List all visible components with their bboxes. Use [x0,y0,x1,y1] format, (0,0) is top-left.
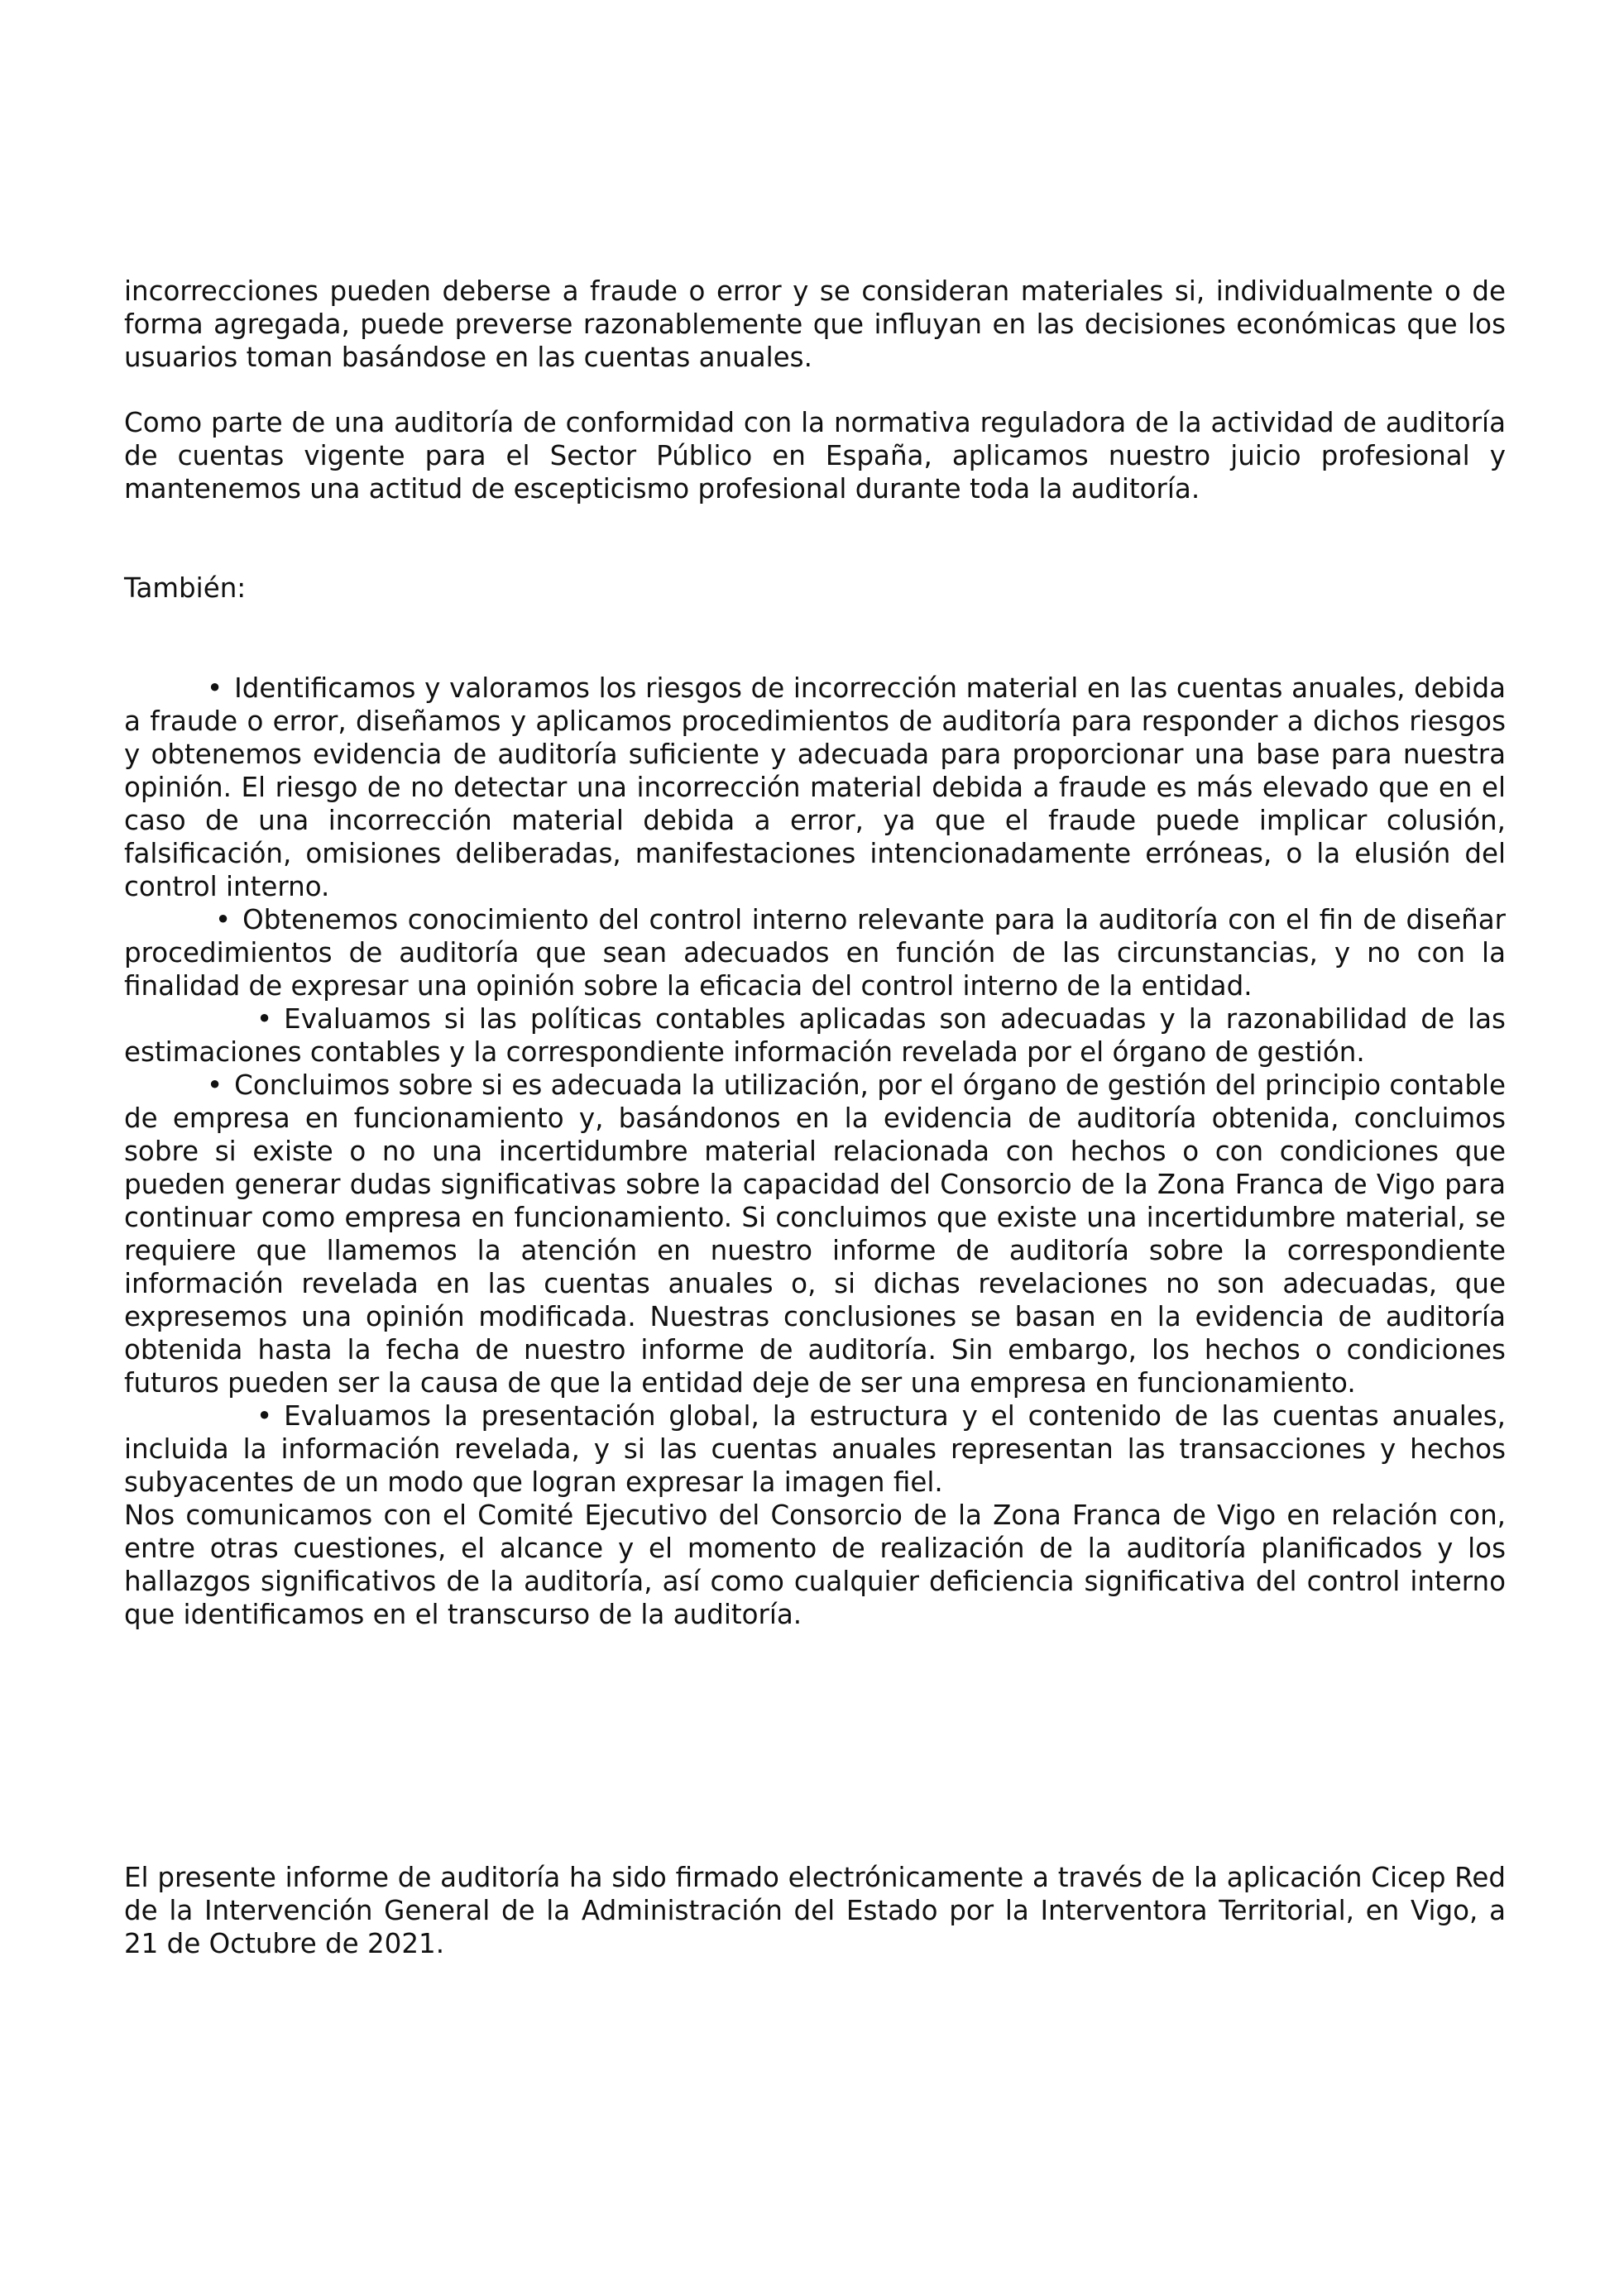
paragraph-comunicamos: Nos comunicamos con el Comité Ejecutivo del Consorcio de la Zona Franca de Vigo en relación con, entre otras cuestiones, el alcance y el momento de realización de la auditoría planificados y los hallazgos significativos de la auditoría, así como cualquier deficiencia significativa del control interno que identificamos en el transcurso de la auditoría. [124,1500,1506,1630]
list-item-text: Evaluamos si las políticas contables aplicadas son adecuadas y la razonabilidad de las estimaciones contables y la correspondiente información revelada por el órgano de gestión. [124,1003,1506,1068]
list-item [124,903,1506,1002]
bullet-icon: • [256,1003,273,1035]
list-item-text: Identificamos y valoramos los riesgos de incorrección material en las cuentas anuales, debida a fraude o error, diseñamos y aplicamos procedimientos de auditoría para responder a dichos riesgos y obtenemos evidencia de auditoría suficiente y adecuada para proporcionar una base para nuestra opinión. El riesgo de no detectar una incorrección material debida a fraude es más elevado que en el caso de una incorrección material debida a error, ya que el fraude puede implicar colusión, falsificación, omisiones deliberadas, manifestaciones intencionadamente erróneas, o la elusión del control interno. [124,672,1506,902]
list-item [124,1002,1506,1069]
paragraph-firma: El presente informe de auditoría ha sido firmado electrónicamente a través de la aplicación Cicep Red de la Intervención General de la Administración del Estado por la Interventora Territorial, en Vigo, a 21 de Octubre de 2021. [124,1862,1506,1959]
paragraph-auditoria-conformidad: Como parte de una auditoría de conformidad con la normativa reguladora de la actividad de auditoría de cuentas vigente para el Sector Público en España, aplicamos nuestro juicio profesional y mantenemos una actitud de escepticismo profesional durante toda la auditoría. [124,407,1506,505]
list-item-text: Obtenemos conocimiento del control interno relevante para la auditoría con el fin de diseñar procedimientos de auditoría que sean adecuados en función de las circunstancias, y no con la finalidad de expresar una opinión sobre la eficacia del control interno de la entidad. [124,904,1506,1002]
bullet-icon: • [207,1069,223,1101]
list-item [124,1399,1506,1499]
bullet-icon: • [207,672,223,704]
list-item [124,672,1506,903]
bullet-icon: • [215,904,232,935]
paragraph-intro-continuation: incorrecciones pueden deberse a fraude o error y se consideran materiales si, individualmente o de forma agregada, puede preverse razonablemente que influyan en las decisiones económicas que los usuarios toman basándose en las cuentas anuales. [124,275,1506,373]
list-item-text: Concluimos sobre si es adecuada la utilización, por el órgano de gestión del principio contable de empresa en funcionamiento y, basándonos en la evidencia de auditoría obtenida, concluimos sobre si existe o no una incertidumbre material relacionada con hechos o con condiciones que pueden generar dudas significativas sobre la capacidad del Consorcio de la Zona Franca de Vigo para continuar como empresa en funcionamiento. Si concluimos que existe una incertidumbre material, se requiere que llamemos la atención en nuestro informe de auditoría sobre la correspondiente información revelada en las cuentas anuales o, si dichas revelaciones no son adecuadas, que expresemos una opinión modificada. Nuestras conclusiones se basan en la evidencia de auditoría obtenida hasta la fecha de nuestro informe de auditoría. Sin embargo, los hechos o condiciones futuros pueden ser la causa de que la entidad deje de ser una empresa en funcionamiento. [124,1069,1506,1399]
bullet-icon: • [256,1400,273,1432]
bullet-list [124,672,1506,1631]
list-item [124,1069,1506,1399]
list-item-text: Evaluamos la presentación global, la estructura y el contenido de las cuentas anuales, incluida la información revelada, y si las cuentas anuales representan las transacciones y hechos subyacentes de un modo que logran expresar la imagen fiel. [124,1400,1506,1498]
paragraph-tambien: También: [124,572,247,604]
